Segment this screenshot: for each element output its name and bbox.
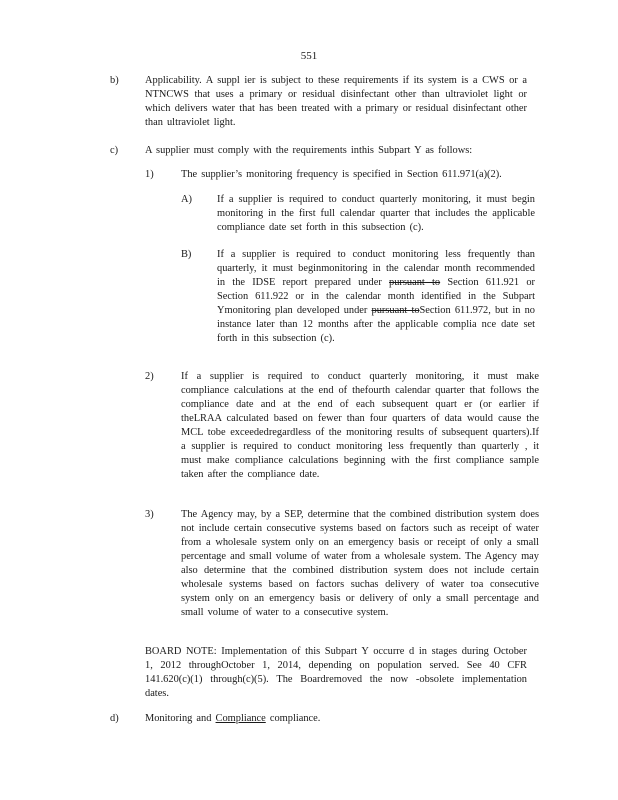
item-1a-label: A) bbox=[181, 194, 192, 205]
item-3-text: The Agency may, by a SEP, determine that the combined distribution system does not include certain consecutive systems based on factors such as receipt of water from a wholesale system only on an emergency basis or receipt of only a small percentage and small volume of water from a wholesale system. The Agency may also determine that the combined distribution system does not include certain wholesale systems based on factors suchas delivery of water toa consecutive system only on an emergency basis or delivery of only a small percentage and small volume of water to a consecutive system. bbox=[181, 509, 539, 618]
section-c-label: c) bbox=[110, 145, 119, 156]
board-note: BOARD NOTE: Implementation of this Subpart Y occurre d in stages during October 1, 2012 throughOctober 1, 2014, depending on population served. See 40 CFR 141.620(c)(1) through(c)(5). The Boardremoved the now -obsolete implementation dates. bbox=[145, 646, 527, 699]
item-2-label: 2) bbox=[145, 371, 154, 382]
item-1b-text bbox=[217, 248, 535, 346]
item-1a-text: If a supplier is required to conduct quarterly monitoring, it must begin monitoring in the first full calendar quarter that includes the applicable compliance date set forth in this subsection (c). bbox=[217, 194, 535, 233]
item-1b-label: B) bbox=[181, 249, 192, 260]
item-3-label: 3) bbox=[145, 509, 154, 520]
page-number: 551 bbox=[300, 50, 318, 62]
section-d-part2: compliance. bbox=[265, 713, 321, 724]
section-b-text: Applicability. A suppl ier is subject to these requirements if its system is a CWS or a NTNCWS that uses a primary or residual disinfectant other than ultraviolet light or which delivers water that has been treated with a primary or residual disinfectant other than ultraviolet light. bbox=[145, 75, 527, 128]
section-b-label: b) bbox=[110, 75, 119, 86]
struck-text-1: pursuant to bbox=[389, 277, 441, 288]
item-1b-part1: If a supplier is required to conduct monitoring less frequently than quarterly, it must beginmonitoring in the calendar month recommended in the IDSE report prepared under bbox=[217, 249, 535, 288]
section-d-text bbox=[145, 712, 527, 726]
section-d-part1: Monitoring and bbox=[145, 713, 216, 724]
item-2-text: If a supplier is required to conduct quarterly monitoring, it must make compliance calculations at the end of thefourth calendar quarter that follows the compliance date and at the end of each subsequent quart er (or earlier if theLRAA calculated based on fewer than four quarters of data would cause the MCL tobe exceededregardless of the monitoring results of subsequent quarters).If a supplier is required to conduct monitoring less frequently than quarterly , it must make compliance calculations beginning with the first compliance sample taken after the compliance date. bbox=[181, 371, 539, 480]
struck-text-2: pursuant to bbox=[371, 305, 420, 316]
item-1-label: 1) bbox=[145, 169, 154, 180]
underlined-compliance: Compliance bbox=[215, 713, 266, 724]
section-d-label: d) bbox=[110, 713, 119, 724]
item-1b-part2: Section 611.921 or Section 611.922 or in the calendar month identified in the Subpart Ymonitoring plan developed under bbox=[217, 277, 536, 316]
item-1b-part3: Section 611.972, but in no instance later than 12 months after the applicable complia nce date set forth in this subsection (c). bbox=[217, 305, 536, 344]
item-1-text: The supplier’s monitoring frequency is specified in Section 611.971(a)(2). bbox=[181, 169, 502, 180]
section-c-intro: A supplier must comply with the requirements inthis Subpart Y as follows: bbox=[145, 145, 473, 156]
